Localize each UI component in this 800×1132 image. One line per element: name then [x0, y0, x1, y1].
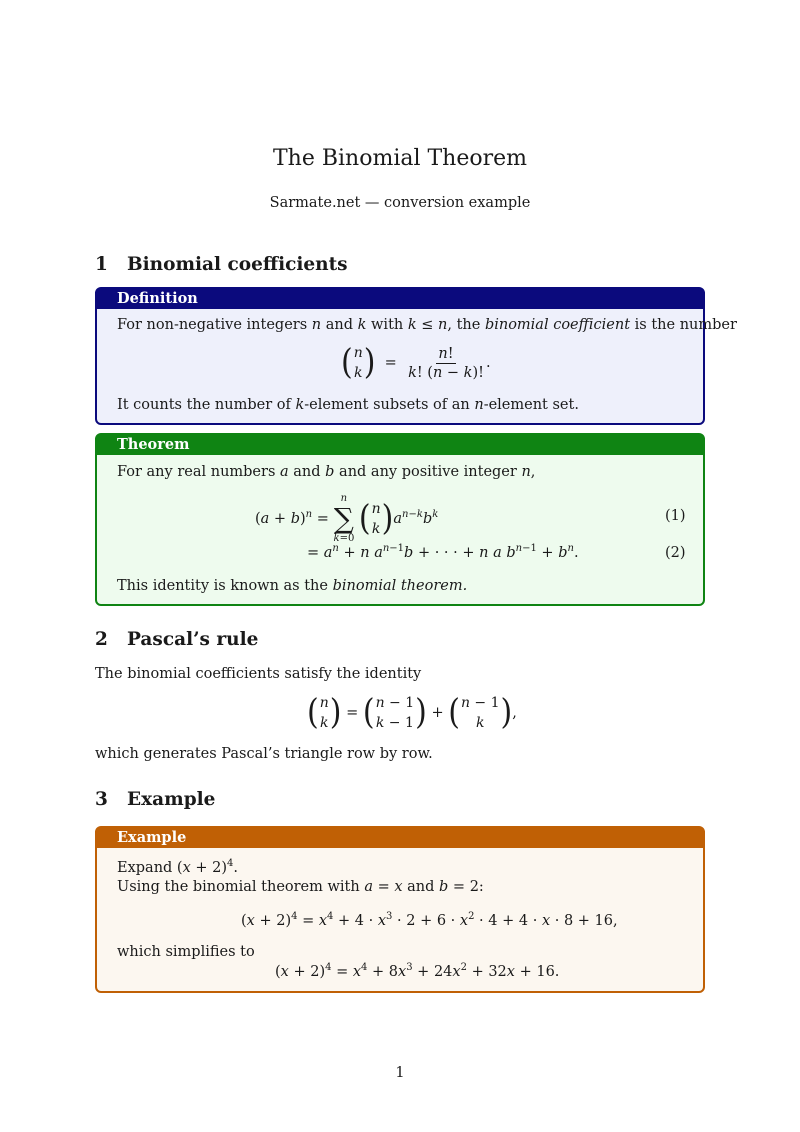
example-prompt: Expand $(x + 2)^4$.	[117, 858, 239, 876]
definition-label: Definition	[97, 289, 703, 309]
example-label: Example	[97, 828, 703, 848]
document-subtitle: Sarmate.net — conversion example	[269, 195, 531, 211]
section-title: Pascal’s rule	[127, 629, 259, 650]
definition-closing: It counts the number of k-element subsets of an n-element set.	[117, 397, 579, 413]
section-heading	[95, 629, 258, 650]
section-title: Binomial coefficients	[127, 254, 348, 275]
section-heading	[95, 789, 215, 810]
section-number: 3	[95, 789, 108, 810]
theorem-label: Theorem	[97, 435, 703, 455]
binomial-coefficient-formula: ( n k ) = $\frac{n!}{k! (n - k)!}$ .	[341, 342, 491, 383]
defined-term: binomial coefficient	[484, 317, 631, 333]
pascal-rule-formula: ( n k ) = ( n − 1 k − 1 ) + ( n − 1 k ) ,	[307, 692, 517, 733]
theorem-term: binomial theorem.	[332, 578, 468, 594]
theorem-box	[95, 433, 705, 606]
pascal-intro: The binomial coefficients satisfy the identity	[95, 666, 422, 682]
definition-box	[95, 287, 737, 425]
pascal-closing: which generates Pascal’s triangle row by row.	[95, 746, 433, 762]
binomial-theorem-equation-1: $(a + b)^n$ = n ∑ k=0 ( n k ) $a^{n-k}b^k$	[255, 493, 439, 544]
example-result: $(x + 2)^4 = x^4 + 8x^3 + 24x^2 + 32x + 16$.	[275, 962, 560, 980]
document-title: The Binomial Theorem	[272, 146, 528, 171]
section-title: Example	[127, 789, 216, 810]
binomial-theorem-equation-2: = $a^n + n$ $a^{n-1}b$ + · · · + n a $b^{n-1} + b^n$.	[307, 543, 579, 561]
section-number: 2	[95, 629, 108, 650]
example-setup: Using the binomial theorem with a = x and b = 2:	[117, 879, 484, 895]
example-simplifies: which simplifies to	[117, 944, 255, 960]
section-number: 1	[95, 254, 108, 275]
example-expansion: $(x + 2)^4 = x^4 + 4 \cdot x^3 \cdot 2 + 6 \cdot x^2 \cdot 4 + 4 \cdot x \cdot 8 + 16$,	[241, 911, 618, 929]
page-number: 1	[395, 1065, 405, 1081]
theorem-closing: This identity is known as the binomial theorem.	[117, 578, 468, 594]
equation-number-2: (2)	[665, 545, 686, 561]
example-box	[95, 826, 705, 993]
theorem-intro: For any real numbers a and b and any positive integer n,	[117, 464, 536, 480]
section-heading	[95, 254, 348, 275]
equation-number-1: (1)	[665, 508, 686, 524]
definition-intro: For non-negative integers n and k with k ≤ n, the binomial coefficient is the number	[117, 317, 737, 333]
